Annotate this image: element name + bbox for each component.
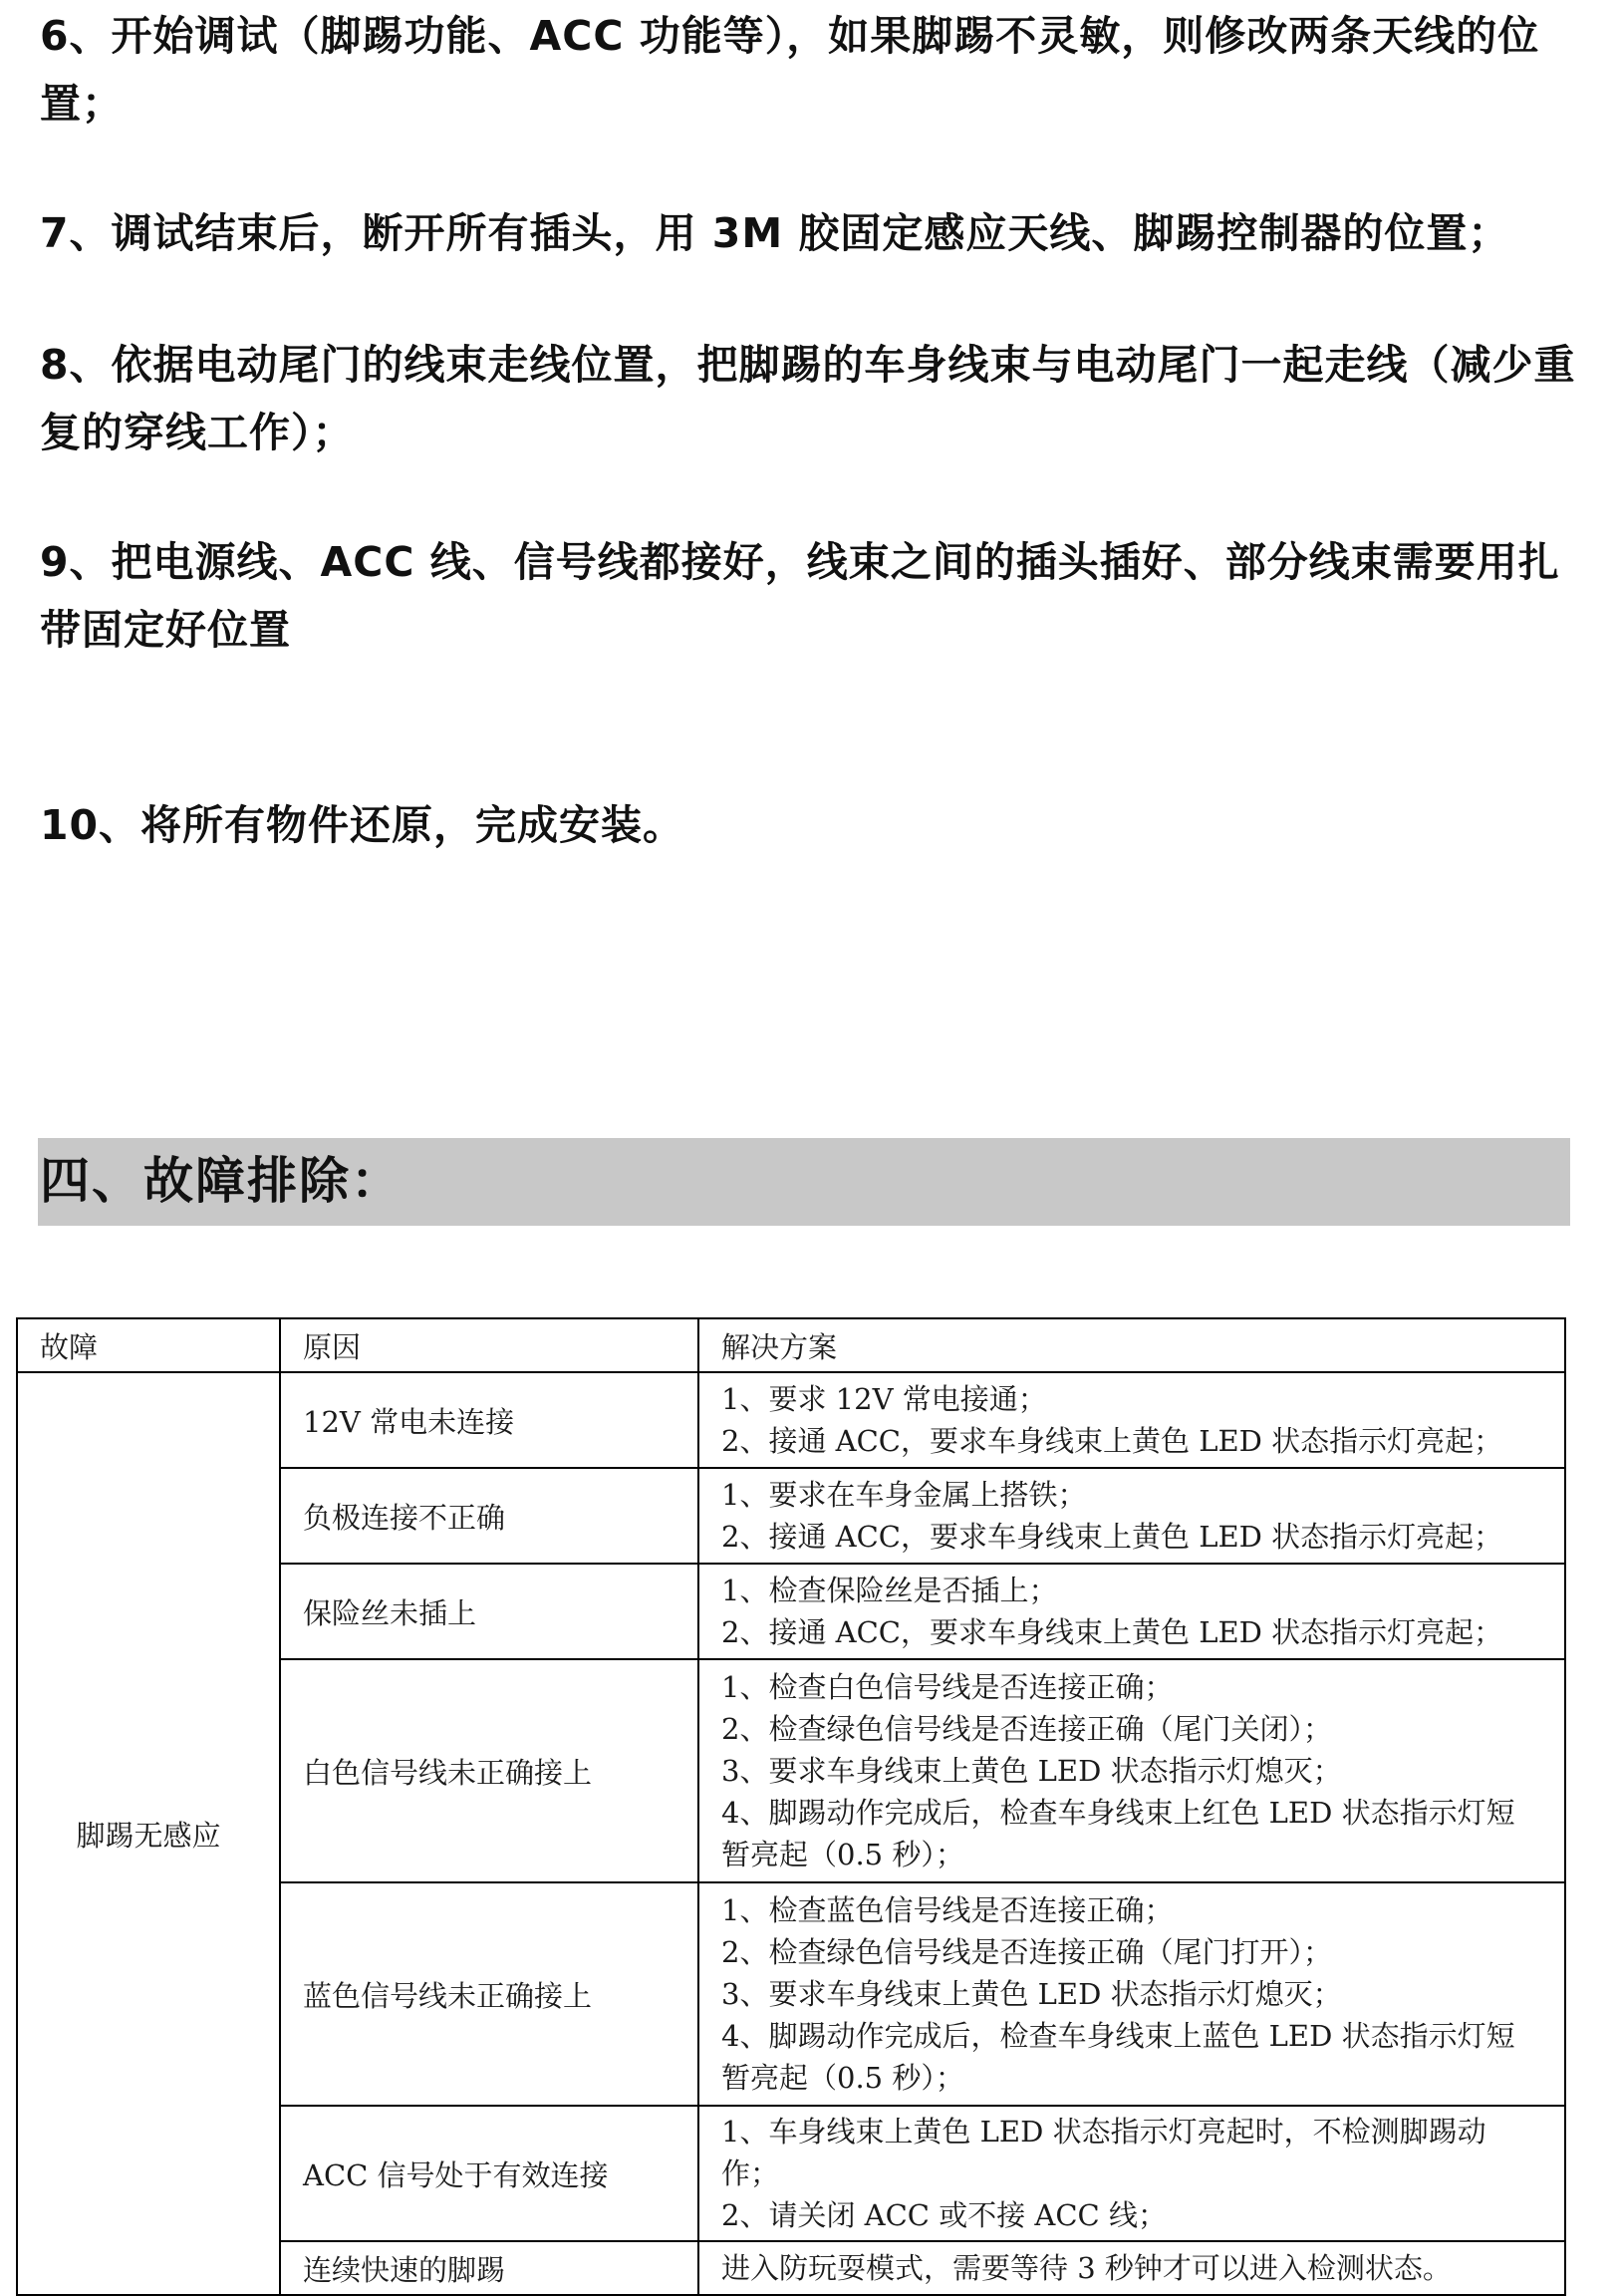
solution-line: 2、接通 ACC，要求车身线束上黄色 LED 状态指示灯亮起； <box>721 1615 1503 1649</box>
solution-cell <box>698 1659 1565 1882</box>
solution-cell <box>698 1468 1565 1564</box>
section-title: 四、故障排除： <box>40 1152 403 1210</box>
solution-line: 1、要求 12V 常电接通； <box>721 1382 1047 1416</box>
solution-line: 1、检查白色信号线是否连接正确； <box>721 1670 1174 1704</box>
cause-cell: 12V 常电未连接 <box>280 1372 698 1468</box>
solution-line: 4、脚踢动作完成后，检查车身线束上蓝色 LED 状态指示灯短暂亮起（0.5 秒）； <box>721 2019 1515 2095</box>
step-6-text: 6、开始调试（脚踢功能、ACC 功能等），如果脚踢不灵敏，则修改两条天线的位置； <box>40 12 1540 128</box>
cause-cell: ACC 信号处于有效连接 <box>280 2106 698 2241</box>
solution-line: 1、检查保险丝是否插上； <box>721 1574 1058 1607</box>
cause-cell: 负极连接不正确 <box>280 1468 698 1564</box>
header-cause: 原因 <box>280 1318 698 1372</box>
step-10-text: 10、将所有物件还原，完成安装。 <box>40 801 685 849</box>
table-header-row <box>17 1318 1565 1372</box>
solution-line: 2、接通 ACC，要求车身线束上黄色 LED 状态指示灯亮起； <box>721 1520 1503 1554</box>
step-7-text: 7、调试结束后，断开所有插头，用 3M 胶固定感应天线、脚踢控制器的位置； <box>40 209 1510 257</box>
cause-cell: 保险丝未插上 <box>280 1564 698 1659</box>
step-9-text: 9、把电源线、ACC 线、信号线都接好，线束之间的插头插好、部分线束需要用扎带固定好位置 <box>40 538 1560 654</box>
solution-line: 进入防玩耍模式，需要等待 3 秒钟才可以进入检测状态。 <box>721 2251 1452 2285</box>
solution-cell <box>698 1882 1565 2106</box>
solution-line: 1、车身线束上黄色 LED 状态指示灯亮起时，不检测脚踢动作； <box>721 2115 1486 2190</box>
table-row <box>17 1372 1565 1468</box>
solution-line: 2、请关闭 ACC 或不接 ACC 线； <box>721 2198 1167 2232</box>
header-fault: 故障 <box>17 1318 280 1372</box>
header-solution: 解决方案 <box>698 1318 1565 1372</box>
solution-line: 3、要求车身线束上黄色 LED 状态指示灯熄灭； <box>721 1977 1342 2011</box>
step-8-text: 8、依据电动尾门的线束走线位置，把脚踢的车身线束与电动尾门一起走线（减少重复的穿线工作）； <box>40 341 1576 456</box>
solution-cell <box>698 2106 1565 2241</box>
cause-cell: 蓝色信号线未正确接上 <box>280 1882 698 2106</box>
solution-line: 1、要求在车身金属上搭铁； <box>721 1478 1087 1512</box>
solution-line: 3、要求车身线束上黄色 LED 状态指示灯熄灭； <box>721 1754 1342 1788</box>
solution-cell <box>698 1372 1565 1468</box>
cause-cell: 连续快速的脚踢 <box>280 2241 698 2295</box>
solution-line: 1、检查蓝色信号线是否连接正确； <box>721 1893 1174 1927</box>
solution-line: 2、检查绿色信号线是否连接正确（尾门关闭）； <box>721 1712 1332 1746</box>
solution-line: 4、脚踢动作完成后，检查车身线束上红色 LED 状态指示灯短暂亮起（0.5 秒）； <box>721 1796 1515 1871</box>
solution-line: 2、接通 ACC，要求车身线束上黄色 LED 状态指示灯亮起； <box>721 1424 1503 1458</box>
solution-cell <box>698 1564 1565 1659</box>
troubleshooting-table <box>16 1317 1566 2296</box>
solution-cell <box>698 2241 1565 2295</box>
cause-cell: 白色信号线未正确接上 <box>280 1659 698 1882</box>
solution-line: 2、检查绿色信号线是否连接正确（尾门打开）； <box>721 1935 1332 1969</box>
fault-cell: 脚踢无感应 <box>17 1372 280 2295</box>
